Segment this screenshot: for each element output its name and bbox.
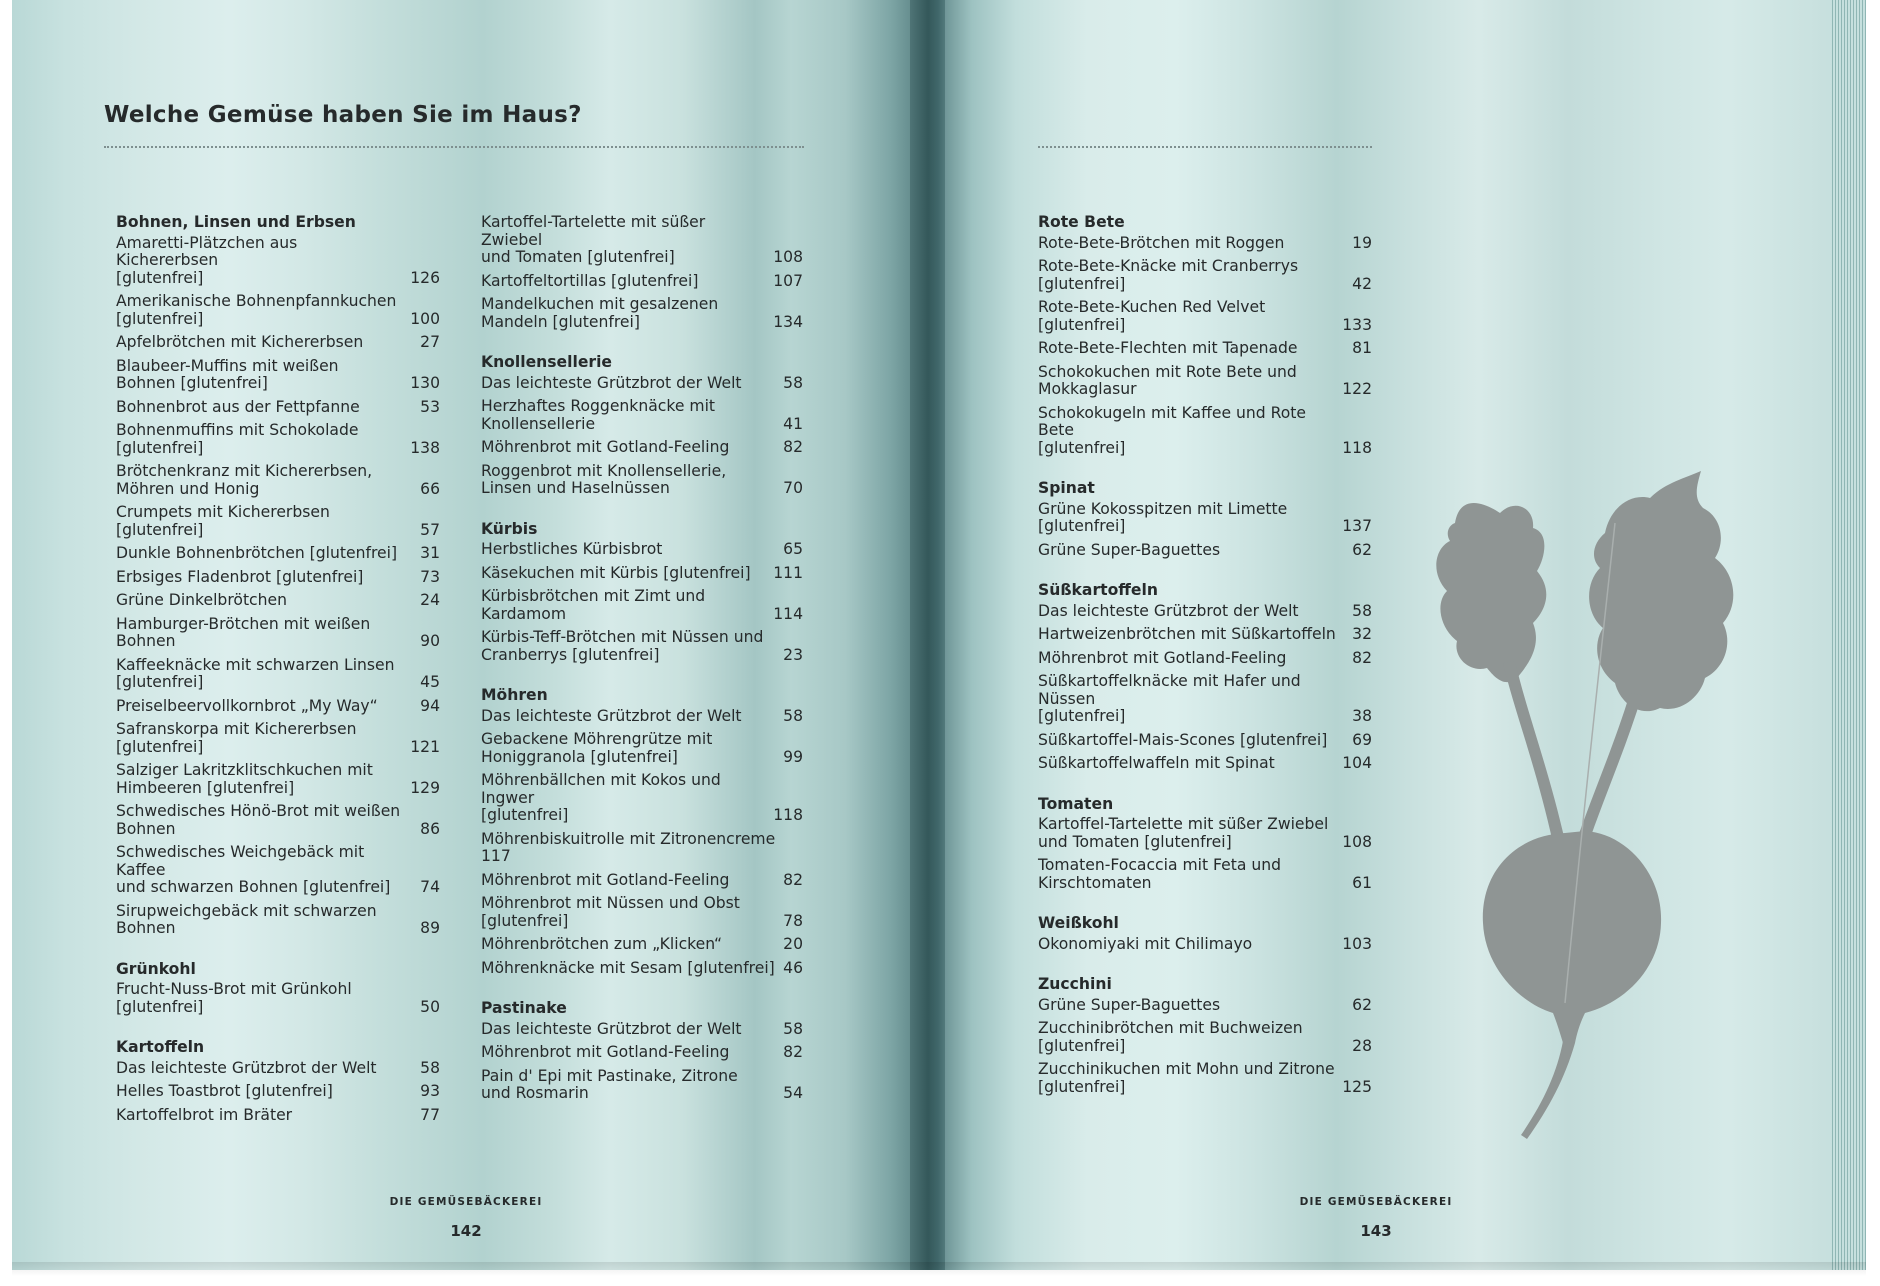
index-entry [1038, 364, 1372, 399]
page-reference: 62 [1352, 540, 1372, 559]
index-entry [481, 1044, 803, 1062]
section-title: Süßkartoffeln [1038, 581, 1158, 599]
index-entry [481, 1068, 803, 1103]
recipe-name: Kürbisbrötchen mit Zimt und Kardamom [481, 587, 706, 623]
section-title: Möhren [481, 686, 548, 704]
recipe-name: Das leichteste Grützbrot der Welt [1038, 601, 1299, 620]
index-entry [1038, 816, 1372, 851]
section-title: Bohnen, Linsen und Erbsen [116, 213, 356, 231]
index-entry [1038, 936, 1372, 954]
recipe-name: Möhrenbiskuitrolle mit Zitronencreme 117 [481, 829, 776, 865]
recipe-name: Das leichteste Grützbrot der Welt [116, 1058, 377, 1077]
recipe-name: Möhrenbrot mit Gotland-Feeling [481, 438, 730, 456]
page-reference: 77 [420, 1105, 440, 1124]
page-reference: 81 [1352, 339, 1372, 357]
index-section [481, 1000, 803, 1103]
page-reference: 121 [410, 737, 440, 756]
index-entry [481, 629, 803, 664]
section-title: Tomaten [1038, 794, 1114, 813]
index-entry [481, 375, 803, 393]
index-entry [116, 504, 440, 539]
recipe-name: Grüne Dinkelbrötchen [116, 591, 287, 609]
page-reference: 108 [1342, 832, 1372, 851]
recipe-name: Möhrenbällchen mit Kokos und Ingwer [glutenfrei] [481, 771, 721, 824]
index-entry [116, 698, 440, 716]
index-entry [1038, 997, 1372, 1015]
recipe-name: Süßkartoffel-Mais-Scones [glutenfrei] [1038, 730, 1328, 749]
index-entry [116, 592, 440, 610]
index-entry [1038, 755, 1372, 773]
page-reference: 50 [420, 997, 440, 1016]
index-entry [481, 565, 803, 583]
index-entry [1038, 1020, 1372, 1055]
section-title: Rote Bete [1038, 213, 1125, 231]
recipe-name: Herbstliches Kürbisbrot [481, 540, 663, 558]
index-entry [481, 708, 803, 726]
page-reference: 46 [783, 958, 803, 977]
index-entry [1038, 626, 1372, 644]
page-reference: 32 [1352, 625, 1372, 643]
page-reference: 53 [420, 397, 440, 416]
index-entry [481, 960, 803, 978]
recipe-name: Möhrenbrötchen zum „Klicken“ [481, 935, 723, 953]
page-reference: 137 [1342, 517, 1372, 535]
recipe-name: Herzhaftes Roggenknäcke mit Knollensellerie [481, 397, 716, 433]
recipe-name: Frucht-Nuss-Brot mit Grünkohl [glutenfrei] [116, 980, 352, 1016]
recipe-name: Hartweizenbrötchen mit Süßkartoffeln [1038, 625, 1336, 643]
page-reference: 19 [1352, 233, 1372, 252]
index-entry [1038, 258, 1372, 293]
page-number-right: 143 [1360, 1222, 1392, 1240]
page-reference: 82 [783, 870, 803, 889]
index-entry [1038, 673, 1372, 726]
recipe-name: Kartoffel-Tartelette mit süßer Zwiebel und Tomaten [glutenfrei] [481, 213, 706, 266]
page-reference: 28 [1352, 1036, 1372, 1055]
index-entry [1038, 542, 1372, 560]
beet-stem-right [1575, 693, 1642, 847]
index-section [1038, 915, 1372, 953]
page-reference: 94 [420, 696, 440, 715]
section-title: Pastinake [481, 999, 567, 1017]
index-entry [481, 731, 803, 766]
recipe-name: Schwedisches Hönö-Brot mit weißen Bohnen [116, 802, 401, 838]
recipe-name: Schwedisches Weichgebäck mit Kaffee und schwarzen Bohnen [glutenfrei] [116, 843, 391, 896]
recipe-name: Bohnenbrot aus der Fettpfanne [116, 397, 360, 416]
page-reference: 103 [1342, 934, 1372, 953]
index-entry [116, 721, 440, 756]
index-entry [481, 541, 803, 559]
recipe-name: Safranskorpa mit Kichererbsen [glutenfrei] [116, 720, 357, 756]
page-reference: 82 [783, 438, 803, 456]
index-section [116, 1039, 440, 1124]
page-reference: 58 [420, 1058, 440, 1077]
page-reference: 78 [783, 911, 803, 930]
index-section [1038, 582, 1372, 773]
index-entry [116, 981, 440, 1016]
index-section [481, 521, 803, 665]
page-reference: 82 [783, 1043, 803, 1061]
recipe-name: Das leichteste Grützbrot der Welt [481, 373, 742, 392]
recipe-name: Möhrenbrot mit Gotland-Feeling [1038, 648, 1287, 667]
page-reference: 38 [1352, 707, 1372, 725]
page-reference: 114 [773, 604, 803, 623]
page-reference: 57 [420, 520, 440, 539]
recipe-name: Sirupweichgebäck mit schwarzen Bohnen [116, 901, 377, 937]
index-entry [1038, 857, 1372, 892]
page-reference: 24 [420, 591, 440, 609]
index-entry [1038, 650, 1372, 668]
running-head-left: DIE GEMÜSEBÄCKEREI [389, 1196, 543, 1208]
page-reference: 73 [420, 567, 440, 586]
recipe-name: Mandelkuchen mit gesalzenen Mandeln [glutenfrei] [481, 295, 719, 331]
dotted-rule-left [104, 146, 804, 148]
index-entry [116, 399, 440, 417]
index-section [1038, 214, 1372, 457]
index-entry [116, 844, 440, 897]
page-reference: 126 [410, 268, 440, 287]
index-entry [1038, 501, 1372, 536]
recipe-name: Schokokuchen mit Rote Bete und Mokkaglasur [1038, 362, 1297, 398]
page-reference: 99 [783, 747, 803, 766]
index-entry [481, 872, 803, 890]
page-reference: 90 [420, 632, 440, 650]
recipe-name: Rote-Bete-Brötchen mit Roggen [1038, 233, 1285, 252]
page-reference: 31 [420, 544, 440, 562]
index-entry [481, 831, 803, 866]
recipe-name: Möhrenbrot mit Gotland-Feeling [481, 1043, 730, 1061]
page-number-left: 142 [450, 1222, 482, 1240]
page-reference: 42 [1352, 274, 1372, 293]
recipe-name: Pain d' Epi mit Pastinake, Zitrone und Rosmarin [481, 1066, 738, 1102]
page-reference: 58 [783, 1019, 803, 1038]
page-reference: 58 [1352, 601, 1372, 620]
recipe-name: Das leichteste Grützbrot der Welt [481, 1019, 742, 1038]
section-title: Spinat [1038, 479, 1095, 497]
index-entry [116, 1107, 440, 1125]
recipe-name: Bohnenmuffins mit Schokolade [glutenfrei] [116, 421, 359, 457]
page-reference: 70 [783, 479, 803, 497]
page-reference: 108 [773, 248, 803, 266]
page-reference: 69 [1352, 730, 1372, 749]
book-shadow [12, 1262, 1866, 1276]
recipe-name: Das leichteste Grützbrot der Welt [481, 706, 742, 725]
page-reference: 93 [420, 1082, 440, 1100]
page-reference: 58 [783, 706, 803, 725]
recipe-name: Kaffeeknäcke mit schwarzen Linsen [glutenfrei] [116, 655, 395, 691]
recipe-name: Blaubeer-Muffins mit weißen Bohnen [glutenfrei] [116, 356, 339, 392]
recipe-name: Schokokugeln mit Kaffee und Rote Bete [glutenfrei] [1038, 403, 1307, 457]
section-title: Zucchini [1038, 975, 1112, 993]
page-reference: 100 [410, 309, 440, 328]
page-edges [1832, 0, 1866, 1270]
index-entry [116, 334, 440, 352]
recipe-name: Möhrenbrot mit Nüssen und Obst [glutenfrei] [481, 894, 740, 930]
beet-stem-left [1503, 661, 1565, 843]
recipe-name: Süßkartoffelwaffeln mit Spinat [1038, 754, 1275, 772]
index-section [481, 687, 803, 977]
recipe-name: Okonomiyaki mit Chilimayo [1038, 934, 1253, 953]
page-reference: 45 [420, 673, 440, 691]
beetroot-icon [1425, 463, 1765, 1143]
page-title: Welche Gemüse haben Sie im Haus? [104, 102, 582, 128]
index-entry [481, 463, 803, 498]
recipe-name: Rote-Bete-Kuchen Red Velvet [glutenfrei] [1038, 298, 1266, 334]
index-section [1038, 480, 1372, 559]
index-entry [116, 903, 440, 938]
index-entry [481, 895, 803, 930]
recipe-name: Käsekuchen mit Kürbis [glutenfrei] [481, 563, 751, 582]
index-entry [481, 214, 803, 267]
index-entry [1038, 235, 1372, 253]
recipe-name: Gebackene Möhrengrütze mit Honiggranola [glutenfrei] [481, 730, 713, 766]
book-spine [910, 0, 950, 1270]
index-entry [116, 1060, 440, 1078]
index-entry [116, 358, 440, 393]
recipe-name: Grüne Super-Baguettes [1038, 540, 1221, 559]
page-reference: 66 [420, 479, 440, 498]
page-reference: 54 [783, 1084, 803, 1102]
page-reference: 41 [783, 414, 803, 433]
index-entry [1038, 1061, 1372, 1096]
index-column-2 [481, 214, 803, 1126]
index-entry [116, 422, 440, 457]
section-title: Kürbis [481, 519, 538, 538]
recipe-name: Kartoffelbrot im Bräter [116, 1105, 293, 1124]
section-title: Knollensellerie [481, 353, 613, 371]
page-reference: 107 [773, 271, 803, 290]
page-reference: 20 [783, 935, 803, 953]
index-entry [481, 772, 803, 825]
recipe-name: Preiselbeervollkornbrot „My Way“ [116, 696, 378, 715]
index-column-3 [1038, 214, 1372, 1119]
index-entry [481, 273, 803, 291]
recipe-name: Zucchinikuchen mit Mohn und Zitrone [glutenfrei] [1038, 1060, 1335, 1096]
index-section [1038, 976, 1372, 1096]
section-title: Weißkohl [1038, 914, 1119, 932]
running-head-right: DIE GEMÜSEBÄCKEREI [1299, 1196, 1453, 1208]
index-entry [116, 545, 440, 563]
page-reference: 130 [410, 374, 440, 392]
page-reference: 118 [773, 806, 803, 824]
recipe-name: Amaretti-Plätzchen aus Kichererbsen [glutenfrei] [116, 233, 298, 287]
page-reference: 129 [410, 778, 440, 797]
index-entry [481, 439, 803, 457]
recipe-name: Zucchinibrötchen mit Buchweizen [glutenfrei] [1038, 1019, 1303, 1055]
recipe-name: Hamburger-Brötchen mit weißen Bohnen [116, 614, 371, 650]
recipe-name: Erbsiges Fladenbrot [glutenfrei] [116, 567, 364, 586]
recipe-name: Grüne Super-Baguettes [1038, 995, 1221, 1014]
recipe-name: Amerikanische Bohnenpfannkuchen [glutenfrei] [116, 292, 397, 328]
index-column-1 [116, 214, 440, 1147]
page-reference: 74 [420, 878, 440, 896]
index-entry [1038, 405, 1372, 458]
recipe-name: Rote-Bete-Knäcke mit Cranberrys [glutenfrei] [1038, 257, 1299, 293]
index-entry [116, 463, 440, 498]
recipe-name: Möhrenknäcke mit Sesam [glutenfrei] [481, 958, 775, 977]
recipe-name: Salziger Lakritzklitschkuchen mit Himbeeren [glutenfrei] [116, 761, 373, 797]
index-entry [116, 1083, 440, 1101]
index-entry [116, 235, 440, 288]
index-entry [481, 588, 803, 623]
page-reference: 65 [783, 540, 803, 558]
index-entry [481, 936, 803, 954]
page-reference: 62 [1352, 995, 1372, 1014]
recipe-name: Rote-Bete-Flechten mit Tapenade [1038, 339, 1298, 357]
index-entry [116, 657, 440, 692]
page-reference: 27 [420, 333, 440, 351]
recipe-name: Apfelbrötchen mit Kichererbsen [116, 333, 364, 351]
index-entry [116, 293, 440, 328]
page-reference: 134 [773, 312, 803, 331]
index-entry [481, 398, 803, 433]
page-reference: 138 [410, 438, 440, 457]
recipe-name: Tomaten-Focaccia mit Feta und Kirschtomaten [1038, 856, 1282, 892]
page-reference: 104 [1342, 754, 1372, 772]
recipe-name: Grüne Kokosspitzen mit Limette [glutenfrei] [1038, 499, 1288, 535]
index-entry [481, 1021, 803, 1039]
recipe-name: Dunkle Bohnenbrötchen [glutenfrei] [116, 544, 398, 562]
page-reference: 82 [1352, 648, 1372, 667]
index-entry [1038, 340, 1372, 358]
page-reference: 122 [1342, 380, 1372, 398]
section-title: Grünkohl [116, 959, 196, 978]
index-section [116, 961, 440, 1017]
index-entry [116, 569, 440, 587]
beet-tail [1521, 1041, 1575, 1139]
index-section [116, 214, 440, 938]
recipe-name: Roggenbrot mit Knollensellerie, Linsen und Haselnüssen [481, 461, 727, 497]
index-entry [1038, 603, 1372, 621]
index-entry [481, 296, 803, 331]
index-section [481, 214, 803, 331]
beet-leaf-right [1589, 471, 1733, 711]
page-reference: 86 [420, 819, 440, 838]
page-reference: 89 [420, 919, 440, 937]
index-entry [116, 616, 440, 651]
page-reference: 23 [783, 645, 803, 664]
recipe-name: Kartoffeltortillas [glutenfrei] [481, 271, 699, 290]
beet-leaf-left [1436, 503, 1546, 682]
index-entry [116, 803, 440, 838]
recipe-name: Kürbis-Teff-Brötchen mit Nüssen und Cranberrys [glutenfrei] [481, 628, 764, 664]
recipe-name: Brötchenkranz mit Kichererbsen, Möhren und Honig [116, 462, 373, 498]
page-reference: 133 [1342, 315, 1372, 334]
recipe-name: Helles Toastbrot [glutenfrei] [116, 1082, 333, 1100]
page-reference: 58 [783, 373, 803, 392]
recipe-name: Süßkartoffelknäcke mit Hafer und Nüssen [glutenfrei] [1038, 672, 1301, 725]
recipe-name: Kartoffel-Tartelette mit süßer Zwiebel und Tomaten [glutenfrei] [1038, 815, 1329, 851]
index-section [481, 354, 803, 498]
page-reference: 61 [1352, 873, 1372, 892]
recipe-name: Möhrenbrot mit Gotland-Feeling [481, 870, 730, 889]
index-section [1038, 796, 1372, 893]
section-title: Kartoffeln [116, 1038, 205, 1056]
index-entry [1038, 732, 1372, 750]
page-reference: 118 [1342, 438, 1372, 457]
recipe-name: Crumpets mit Kichererbsen [glutenfrei] [116, 503, 330, 539]
page-reference: 125 [1342, 1077, 1372, 1096]
index-entry [116, 762, 440, 797]
page-reference: 111 [773, 563, 803, 582]
dotted-rule-right [1038, 146, 1372, 148]
index-entry [1038, 299, 1372, 334]
